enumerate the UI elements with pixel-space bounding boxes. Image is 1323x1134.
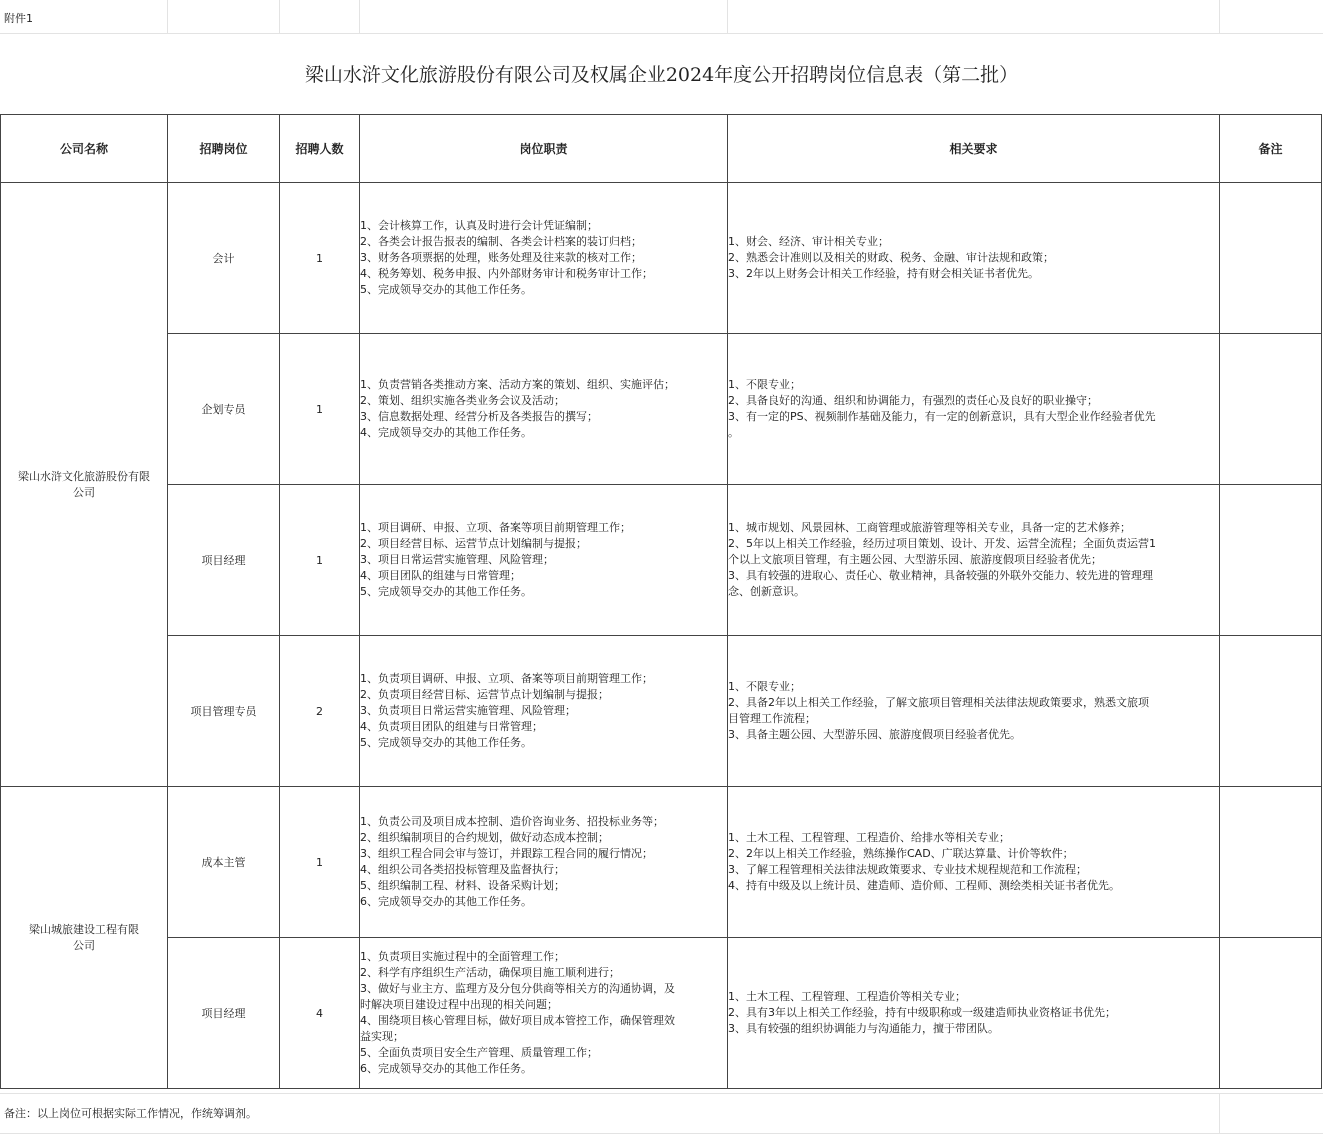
duty-line: 益实现；: [360, 1030, 404, 1043]
recruitment-table: [0, 114, 1322, 1089]
remarks-cell: [1220, 938, 1322, 1089]
page-title: 梁山水浒文化旅游股份有限公司及权属企业2024年度公开招聘岗位信息表（第二批）: [304, 64, 1019, 86]
company-cell: [1, 183, 168, 787]
count-cell: 2: [280, 636, 360, 787]
remarks-cell: [1220, 485, 1322, 636]
header-duties: 岗位职责: [360, 115, 728, 183]
duty-line: 6、完成领导交办的其他工作任务。: [360, 1062, 532, 1075]
duty-line: 2、组织编制项目的合约规划，做好动态成本控制；: [360, 831, 609, 844]
footnote: 备注：以上岗位可根据实际工作情况，作统筹调剂。: [4, 1107, 257, 1120]
duty-line: 4、组织公司各类招投标管理及监督执行；: [360, 863, 565, 876]
position-cell: 成本主管: [168, 787, 280, 938]
header-remarks: 备注: [1220, 115, 1322, 183]
requirement-line: 3、具有较强的进取心、责任心、敬业精神，具备较强的外联外交能力、较先进的管理理: [728, 569, 1153, 582]
header-count: 招聘人数: [280, 115, 360, 183]
requirement-line: 1、城市规划、风景园林、工商管理或旅游管理等相关专业，具备一定的艺术修养；: [728, 521, 1131, 534]
duties-cell: [360, 485, 728, 636]
count-cell: 1: [280, 334, 360, 485]
duty-line: 5、全面负责项目安全生产管理、质量管理工作；: [360, 1046, 598, 1059]
duty-line: 5、完成领导交办的其他工作任务。: [360, 283, 532, 296]
duty-line: 1、负责公司及项目成本控制、造价咨询业务、招投标业务等；: [360, 815, 664, 828]
requirement-line: 3、2年以上财务会计相关工作经验，持有财会相关证书者优先。: [728, 267, 1039, 280]
requirement-line: 2、2年以上相关工作经验，熟练操作CAD、广联达算量、计价等软件；: [728, 847, 1074, 860]
position-cell: 项目管理专员: [168, 636, 280, 787]
duties-cell: [360, 938, 728, 1089]
requirements-cell: [728, 636, 1220, 787]
duties-cell: [360, 636, 728, 787]
requirements-cell: [728, 334, 1220, 485]
company-name: 梁山城旅建设工程有限公司: [29, 922, 139, 952]
duty-line: 2、科学有序组织生产活动，确保项目施工顺利进行；: [360, 966, 620, 979]
remarks-cell: [1220, 334, 1322, 485]
duty-line: 1、会计核算工作，认真及时进行会计凭证编制；: [360, 219, 598, 232]
duty-line: 3、项目日常运营实施管理、风险管理；: [360, 553, 554, 566]
header-company: 公司名称: [1, 115, 168, 183]
duty-line: 4、围绕项目核心管理目标，做好项目成本管控工作，确保管理效: [360, 1014, 675, 1027]
requirement-line: 个以上文旅项目管理，有主题公园、大型游乐园、旅游度假项目经验者优先；: [728, 553, 1102, 566]
table-header-row: [1, 115, 1322, 183]
duty-line: 3、财务各项票据的处理，账务处理及往来款的核对工作；: [360, 251, 642, 264]
requirement-line: 1、财会、经济、审计相关专业；: [728, 235, 889, 248]
table-row: [1, 183, 1322, 334]
duty-line: 1、负责项目调研、申报、立项、备案等项目前期管理工作；: [360, 672, 653, 685]
position-cell: 项目经理: [168, 938, 280, 1089]
header-position: 招聘岗位: [168, 115, 280, 183]
requirement-line: 4、持有中级及以上统计员、建造师、造价师、工程师、测绘类相关证书者优先。: [728, 879, 1120, 892]
duty-line: 时解决项目建设过程中出现的相关问题；: [360, 998, 558, 1011]
requirement-line: 1、不限专业；: [728, 378, 801, 391]
duty-line: 4、负责项目团队的组建与日常管理；: [360, 720, 543, 733]
requirement-line: 2、熟悉会计准则以及相关的财政、税务、金融、审计法规和政策；: [728, 251, 1054, 264]
remarks-cell: [1220, 636, 1322, 787]
remarks-cell: [1220, 787, 1322, 938]
position-cell: 会计: [168, 183, 280, 334]
duty-line: 2、项目经营目标、运营节点计划编制与提报；: [360, 537, 587, 550]
remarks-cell: [1220, 183, 1322, 334]
attachment-label: 附件1: [4, 12, 33, 25]
requirement-line: 1、土木工程、工程管理、工程造价等相关专业；: [728, 990, 966, 1003]
duty-line: 2、策划、组织实施各类业务会议及活动；: [360, 394, 565, 407]
duty-line: 6、完成领导交办的其他工作任务。: [360, 895, 532, 908]
duty-line: 2、各类会计报告报表的编制、各类会计档案的装订归档；: [360, 235, 642, 248]
requirement-line: 3、具备主题公园、大型游乐园、旅游度假项目经验者优先。: [728, 728, 1021, 741]
requirement-line: 2、5年以上相关工作经验，经历过项目策划、设计、开发、运营全流程；全面负责运营1: [728, 537, 1156, 550]
requirements-cell: [728, 485, 1220, 636]
duty-line: 4、项目团队的组建与日常管理；: [360, 569, 521, 582]
requirement-line: 1、土木工程、工程管理、工程造价、给排水等相关专业；: [728, 831, 1010, 844]
requirement-line: 3、了解工程管理相关法律法规政策要求、专业技术规程规范和工作流程；: [728, 863, 1087, 876]
position-cell: 企划专员: [168, 334, 280, 485]
duties-cell: [360, 183, 728, 334]
duty-line: 5、完成领导交办的其他工作任务。: [360, 585, 532, 598]
requirement-line: 目管理工作流程；: [728, 712, 816, 725]
requirement-line: 2、具有3年以上相关工作经验，持有中级职称或一级建造师执业资格证书优先；: [728, 1006, 1116, 1019]
duty-line: 2、负责项目经营目标、运营节点计划编制与提报；: [360, 688, 609, 701]
duty-line: 3、负责项目日常运营实施管理、风险管理；: [360, 704, 576, 717]
table-row: [1, 485, 1322, 636]
duties-cell: [360, 334, 728, 485]
duty-line: 3、组织工程合同会审与签订，并跟踪工程合同的履行情况；: [360, 847, 653, 860]
company-cell: [1, 787, 168, 1089]
requirement-line: 3、具有较强的组织协调能力与沟通能力，擅于带团队。: [728, 1022, 999, 1035]
table-row: [1, 938, 1322, 1089]
duty-line: 3、做好与业主方、监理方及分包分供商等相关方的沟通协调，及: [360, 982, 675, 995]
requirement-line: 念、创新意识。: [728, 585, 805, 598]
requirement-line: 2、具备良好的沟通、组织和协调能力，有强烈的责任心及良好的职业操守；: [728, 394, 1098, 407]
position-cell: 项目经理: [168, 485, 280, 636]
requirement-line: 2、具备2年以上相关工作经验，了解文旅项目管理相关法律法规政策要求，熟悉文旅项: [728, 696, 1149, 709]
count-cell: 1: [280, 183, 360, 334]
requirements-cell: [728, 183, 1220, 334]
header-requirements: 相关要求: [728, 115, 1220, 183]
duty-line: 4、完成领导交办的其他工作任务。: [360, 426, 532, 439]
duty-line: 3、信息数据处理、经营分析及各类报告的撰写；: [360, 410, 598, 423]
duty-line: 5、组织编制工程、材料、设备采购计划；: [360, 879, 565, 892]
requirement-line: 3、有一定的PS、视频制作基础及能力，有一定的创新意识，具有大型企业作经验者优先: [728, 410, 1156, 423]
count-cell: 1: [280, 787, 360, 938]
duty-line: 1、项目调研、申报、立项、备案等项目前期管理工作；: [360, 521, 631, 534]
table-row: [1, 787, 1322, 938]
duties-cell: [360, 787, 728, 938]
requirements-cell: [728, 938, 1220, 1089]
count-cell: 1: [280, 485, 360, 636]
requirement-line: 1、不限专业；: [728, 680, 801, 693]
duty-line: 1、负责项目实施过程中的全面管理工作；: [360, 950, 565, 963]
requirement-line: 。: [728, 426, 739, 439]
table-row: [1, 636, 1322, 787]
count-cell: 4: [280, 938, 360, 1089]
duty-line: 5、完成领导交办的其他工作任务。: [360, 736, 532, 749]
table-row: [1, 334, 1322, 485]
requirements-cell: [728, 787, 1220, 938]
company-name: 梁山水浒文化旅游股份有限公司: [18, 469, 150, 499]
duty-line: 1、负责营销各类推动方案、活动方案的策划、组织、实施评估；: [360, 378, 675, 391]
duty-line: 4、税务筹划、税务申报、内外部财务审计和税务审计工作；: [360, 267, 653, 280]
